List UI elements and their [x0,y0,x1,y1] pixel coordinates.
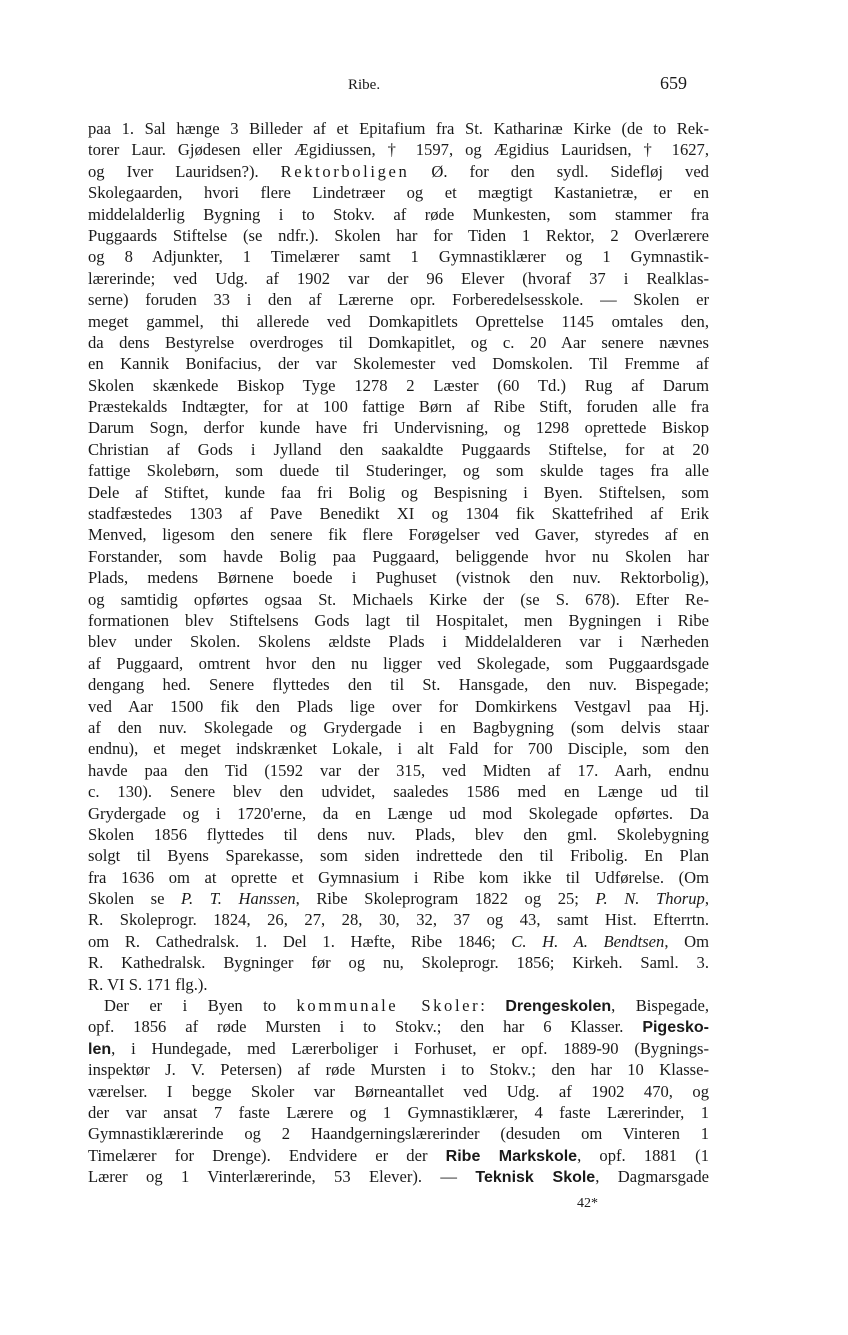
body-text [88,118,709,1188]
text-segment: solgt til Byens Sparekasse, som siden indrettede den til Fribolig. En Plan [88,846,709,866]
text-line [88,738,709,759]
text-segment: R. Skoleprogr. 1824, 26, 27, 28, 30, 32, 37 og 43, samt Hist. Efterrtn. [88,910,709,930]
text-segment: og samtidig opførtes ogsaa St. Michaels Kirke der (se S. 678). Efter Re- [88,589,709,609]
text-segment: stadfæstedes 1303 af Pave Benedikt XI og 1304 fik Skattefrihed af Erik [88,504,709,524]
text-segment: , Bispegade, [611,996,709,1016]
author-name: P. N. Thorup [595,889,705,909]
text-segment: Grydergade og i 1720'erne, da en Længe ud mod Skolegade opførtes. Da [88,803,709,823]
text-line [88,503,709,524]
text-line [88,268,709,289]
text-line [88,482,709,503]
text-line [88,567,709,588]
text-line [88,1123,709,1144]
text-line [88,781,709,802]
text-segment: , [704,889,709,909]
text-segment: Dele af Stiftet, kunde faa fri Bolig og Bespisning i Byen. Stiftelsen, som [88,482,709,502]
author-name: C. H. A. Bendtsen [511,931,665,951]
text-segment: , opf. 1881 (1 [577,1145,709,1165]
text-line [88,589,709,610]
text-line [88,139,709,160]
text-line [88,653,709,674]
text-line [88,674,709,695]
text-segment: opf. 1856 af røde Mursten i to Stokv.; den har 6 Klasser. [88,1017,643,1037]
text-segment: meget gammel, thi allerede ved Domkapitlets Oprettelse 1145 omtales den, [88,311,709,331]
text-line [88,888,709,909]
text-segment: Forstander, som havde Bolig paa Puggaard, beliggende hvor nu Skolen har [88,546,709,566]
text-segment: fattige Skolebørn, som duede til Studeringer, og som skulde tages fra alle [88,461,709,481]
page-number: 659 [660,73,687,93]
text-line [88,118,709,139]
text-line [88,182,709,203]
text-line [88,396,709,417]
text-segment: paa 1. Sal hænge 3 Billeder af et Epitafium fra St. Katharinæ Kirke (de to Rek- [88,119,709,138]
text-line [88,1166,709,1187]
text-segment: Skolen 1856 flyttedes til dens nuv. Plads, blev den gml. Skolebygning [88,824,709,844]
text-segment: værelser. I begge Skoler var Børneantallet ved Udg. af 1902 470, og [88,1081,709,1101]
text-segment: der var ansat 7 faste Lærere og 1 Gymnastiklærer, 4 faste Lærerinder, 1 [88,1102,709,1122]
text-line [88,696,709,717]
text-segment: formationen blev Stiftelsens Gods lagt til Hospitalet, men Bygningen i Ribe [88,610,709,630]
text-segment: en Kannik Bonifacius, der var Skolemester ved Domskolen. Til Fremme af [88,354,709,374]
text-line [88,546,709,567]
text-segment: Plads, medens Børnene boede i Pughuset (vistnok den nuv. Rektorbolig), [88,568,709,588]
text-line [88,225,709,246]
text-line [88,332,709,353]
text-line [88,952,709,973]
text-segment: Skolen skænkede Biskop Tyge 1278 2 Læster (60 Td.) Rug af Darum [88,375,709,395]
text-line [88,760,709,781]
text-line [88,867,709,888]
spaced-emphasis: kommunale Skoler [296,996,481,1016]
text-segment: c. 130). Senere blev den udvidet, saaledes 1586 med en Længe ud til [88,782,709,802]
text-line [88,803,709,824]
text-segment: Menved, ligesom den senere fik flere Forøgelser ved Gaver, styredes af en [88,525,709,545]
text-segment: Gymnastiklærerinde og 2 Haandgerningslærerinder (desuden om Vinteren 1 [88,1124,709,1144]
text-line [88,417,709,438]
text-segment: af Puggaard, omtrent hvor den nu ligger ved Skolegade, som Puggaardsgade [88,653,709,673]
text-line [88,824,709,845]
text-line [88,1059,709,1080]
text-segment: endnu), et meget indskrænket Lokale, i alt Fald for 700 Disciple, som den [88,739,709,759]
text-segment: Ø. for den sydl. Sidefløj ved [409,161,709,181]
text-segment: blev under Skolen. Skolens ældste Plads i Middelalderen var i Nærheden [88,632,709,652]
bold-heading: Drengeskolen [505,998,612,1016]
text-line [88,995,709,1016]
text-segment: middelalderlig Bygning i to Stokv. af røde Munkesten, som stammer fra [88,204,709,224]
bold-heading: Ribe Markskole [445,1147,578,1165]
text-line [88,353,709,374]
text-line [88,631,709,652]
text-segment: , Ribe Skoleprogram 1822 og 25; [295,889,596,909]
signature-mark: 42* [577,1196,598,1211]
text-line [88,289,709,310]
text-segment: og 8 Adjunkter, 1 Timelærer samt 1 Gymnastiklærer og 1 Gymnastik- [88,247,709,267]
text-segment: : [480,996,506,1016]
text-line [88,375,709,396]
text-segment: og Iver Lauridsen?). [88,161,281,181]
text-line [88,439,709,460]
text-segment: inspektør J. V. Petersen) af røde Mursten i to Stokv.; den har 10 Klasse- [88,1060,709,1080]
text-segment: dengang hed. Senere flyttedes den til St. Hansgade, den nuv. Bispegade; [88,675,709,695]
text-segment: Skolegaarden, hvori flere Lindetræer og et mægtigt Kastanietræ, er en [88,183,709,203]
text-line [88,246,709,267]
text-line [88,1102,709,1123]
text-line [88,460,709,481]
text-line [88,845,709,866]
running-header-title: Ribe. [348,77,381,93]
bold-heading: len [88,1040,112,1058]
text-segment: serne) foruden 33 i den af Lærerne opr. Forberedelsesskole. — Skolen er [88,290,709,310]
author-name: P. T. Hanssen [181,889,296,909]
text-segment: Lærer og 1 Vinterlærerinde, 53 Elever). — [88,1167,476,1187]
text-segment: Skolen se [88,889,182,909]
text-segment: Puggaards Stiftelse (se ndfr.). Skolen har for Tiden 1 Rektor, 2 Overlærere [88,225,709,245]
text-segment: , Om [664,931,709,951]
text-line [88,311,709,332]
text-segment: havde paa den Tid (1592 var der 315, ved Midten af 17. Aarh, endnu [88,760,709,780]
text-segment: lærerinde; ved Udg. af 1902 var der 96 Elever (hvoraf 37 i Realklas- [88,268,709,288]
text-line [88,717,709,738]
text-line [88,524,709,545]
bold-heading: Pigesko- [642,1019,709,1037]
bold-heading: Teknisk Skole [475,1169,596,1187]
text-line [88,161,709,182]
text-line [88,1145,709,1166]
text-segment: Præstekalds Indtægter, for at 100 fattige Børn af Ribe Stift, foruden alle fra [88,397,709,417]
text-segment: Der er i Byen to [104,996,297,1016]
spaced-emphasis: Rektorboligen [280,161,410,181]
text-line [88,204,709,225]
text-line [88,974,709,995]
text-line [88,931,709,952]
text-line [88,1081,709,1102]
text-segment: R. Kathedralsk. Bygninger før og nu, Skoleprogr. 1856; Kirkeh. Saml. 3. [88,953,709,973]
text-segment: , i Hundegade, med Lærerboliger i Forhuset, er opf. 1889-90 (Bygnings- [111,1038,709,1058]
text-segment: da dens Bestyrelse overdroges til Domkapitlet, og c. 20 Aar senere nævnes [88,332,709,352]
text-segment: Darum Sogn, derfor kunde have fri Undervisning, og 1298 oprettede Biskop [88,418,709,438]
text-segment: torer Laur. Gjødesen eller Ægidiussen, † 1597, og Ægidius Lauridsen, † 1627, [88,140,709,160]
text-segment: af den nuv. Skolegade og Grydergade i en Bagbygning (som delvis staar [88,717,709,737]
text-segment: , Dagmarsgade [595,1167,709,1187]
text-segment: Timelærer for Drenge). Endvidere er der [88,1145,446,1165]
text-segment: fra 1636 om at oprette et Gymnasium i Ribe kom ikke til Udførelse. (Om [88,867,709,887]
text-line [88,1038,709,1059]
text-line [88,1016,709,1037]
text-line [88,909,709,930]
text-segment: R. VI S. 171 flg.). [88,974,208,994]
text-segment: ved Aar 1500 fik den Plads lige over for Domkirkens Vestgavl paa Hj. [88,696,709,716]
text-line [88,610,709,631]
text-segment: Christian af Gods i Jylland den saakaldte Puggaards Stiftelse, for at 20 [88,439,709,459]
text-segment: om R. Cathedralsk. 1. Del 1. Hæfte, Ribe 1846; [88,931,512,951]
